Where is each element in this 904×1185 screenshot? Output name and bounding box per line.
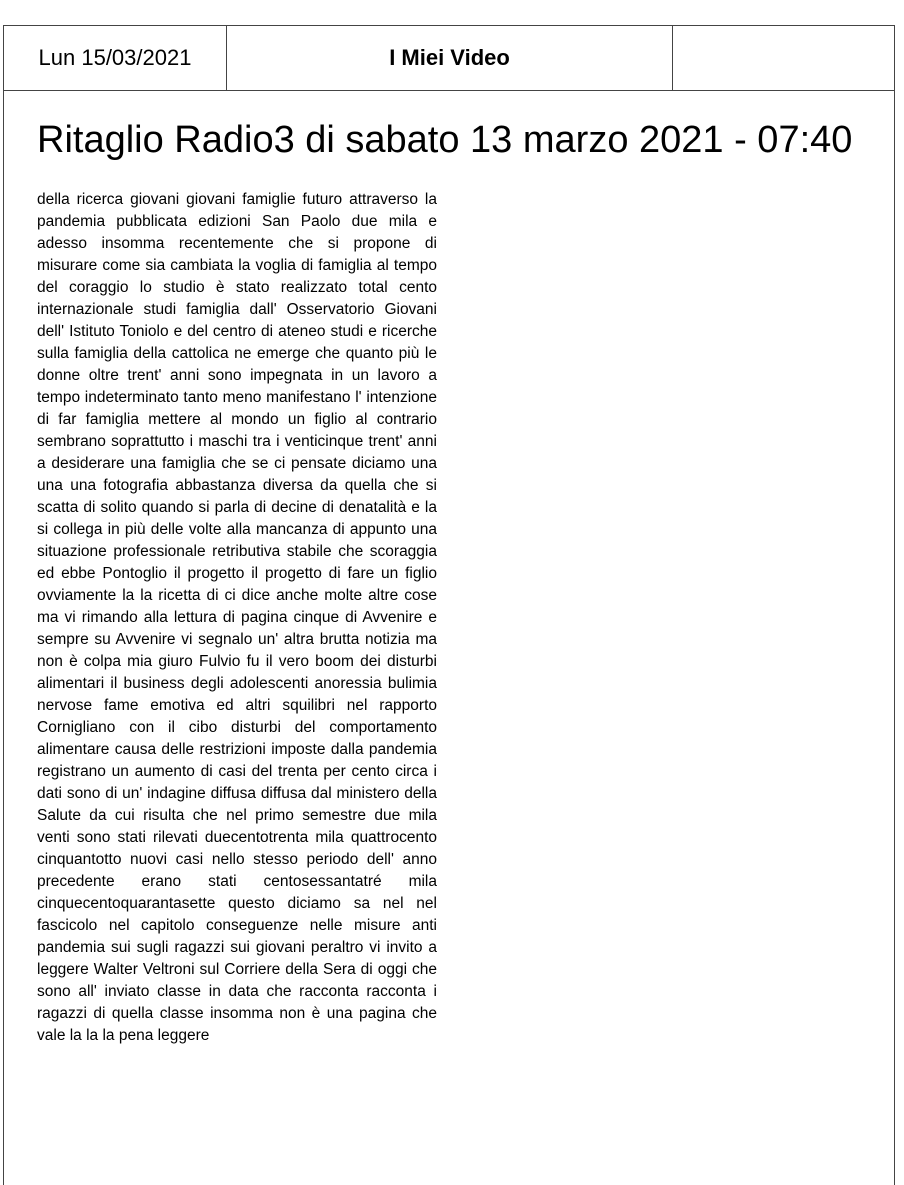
page-header bbox=[4, 26, 894, 91]
document-page bbox=[3, 25, 895, 1185]
article-title: Ritaglio Radio3 di sabato 13 marzo 2021 - 07:40 bbox=[37, 119, 853, 161]
header-right-cell bbox=[673, 26, 894, 90]
article-body: della ricerca giovani giovani famiglie futuro attraverso la pandemia pubblicata edizioni San Paolo due mila e adesso insomma recentemente che si propone di misurare come sia cambiata la voglia di famiglia al tempo del coraggio lo studio è stato realizzato total cento internazionale studi famiglia dall' Osservatorio Giovani dell' Istituto Toniolo e del centro di ateneo studi e ricerche sulla famiglia della cattolica ne emerge che quanto più le donne oltre trent' anni sono impegnata in un lavoro a tempo indeterminato tanto meno manifestano l' intenzione di far famiglia mettere al mondo un figlio al contrario sembrano soprattutto i maschi tra i venticinque trent' anni a desiderare una famiglia che se ci pensate diciamo una una una fotografia abbastanza diversa da quella che si scatta di solito quando si parla di decine di denatalità e la si collega in più delle volte alla mancanza di appunto una situazione professionale retributiva stabile che scoraggia ed ebbe Pontoglio il progetto il progetto di fare un figlio ovviamente la la ricetta di ci dice anche molte altre cose ma vi rimando alla lettura di pagina cinque di Avvenire e sempre su Avvenire vi segnalo un' altra brutta notizia ma non è colpa mia giuro Fulvio fu il vero boom dei disturbi alimentari il business degli adolescenti anoressia bulimia nervose fame emotiva ed altri squilibri nel rapporto Cornigliano con il cibo disturbi del comportamento alimentare causa delle restrizioni imposte dalla pandemia registrano un aumento di casi del trenta per cento circa i dati sono di un' indagine diffusa diffusa dal ministero della Salute da cui risulta che nel primo semestre due mila venti sono stati rilevati duecentotrenta mila quattrocento cinquantotto nuovi casi nello stesso periodo dell' anno precedente erano stati centosessantatré mila cinquecentoquarantasette questo diciamo sa nel nel fascicolo nel capitolo conseguenze nelle misure anti pandemia sui sugli ragazzi sui giovani peraltro vi invito a leggere Walter Veltroni sul Corriere della Sera di oggi che sono all' inviato classe in data che racconta racconta i ragazzi di quella classe insomma non è una pagina che vale la la la pena leggere bbox=[37, 191, 437, 1044]
header-section-title: I Miei Video bbox=[227, 26, 673, 90]
header-date: Lun 15/03/2021 bbox=[4, 26, 227, 90]
